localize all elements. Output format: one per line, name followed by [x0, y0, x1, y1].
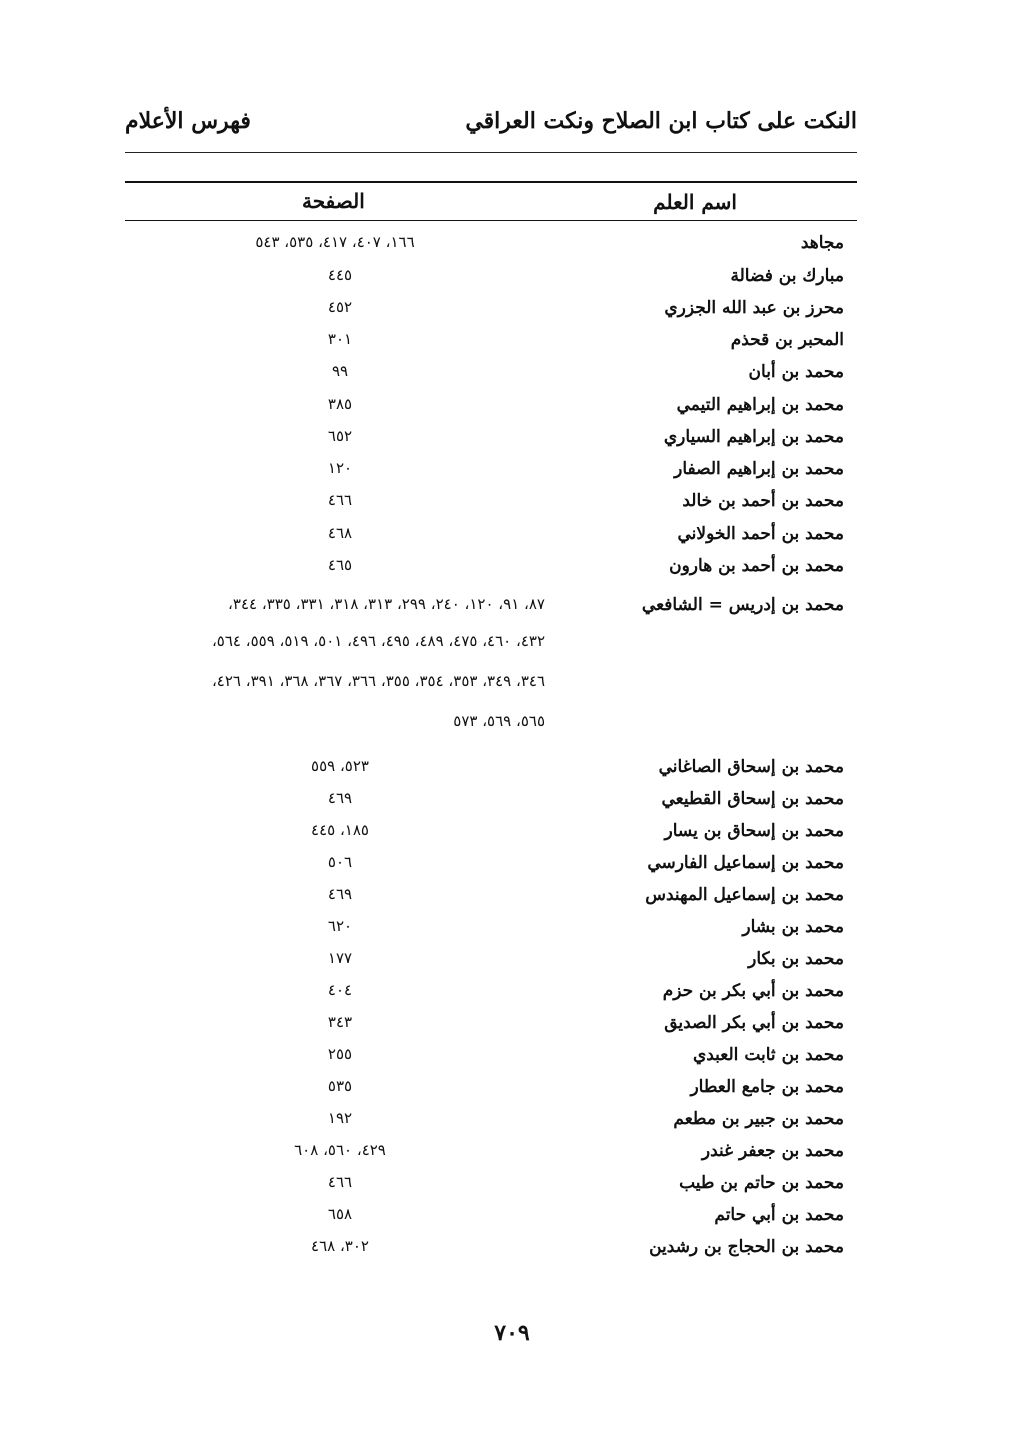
entry-name: محمد بن أبان	[748, 362, 844, 382]
entry-pages: ٤٦٩	[327, 789, 353, 807]
entry-name: محمد بن جامع العطار	[690, 1077, 844, 1097]
entry-pages: ٥٣٥	[327, 1077, 353, 1095]
entry-name: محمد بن إسحاق بن يسار	[664, 821, 844, 841]
entry-pages: ٦٥٨	[327, 1205, 353, 1223]
entry-name: محمد بن حاتم بن طيب	[679, 1173, 844, 1193]
entry-name: محمد بن إسماعيل المهندس	[645, 885, 844, 905]
entry-pages: ٥٠٦	[327, 853, 353, 871]
entry-pages-continued: ٣٤٦، ٣٤٩، ٣٥٣، ٣٥٤، ٣٥٥، ٣٦٦، ٣٦٧، ٣٦٨، ٣٩١، ٤٢٦،	[211, 672, 545, 690]
entry-pages: ٤٥٢	[327, 298, 353, 316]
entry-name: محمد بن بكار	[748, 949, 844, 969]
entry-name: محمد بن إبراهيم الصفار	[674, 459, 844, 479]
entry-name: مجاهد	[800, 233, 844, 253]
entry-pages: ٣٠٢، ٤٦٨	[311, 1237, 369, 1255]
entry-pages-continued: ٤٣٢، ٤٦٠، ٤٧٥، ٤٨٩، ٤٩٥، ٤٩٦، ٥٠١، ٥١٩، ٥٥٩، ٥٦٤،	[211, 632, 545, 650]
entry-name: محمد بن إسحاق القطيعي	[661, 789, 844, 809]
entry-pages: ١٦٦، ٤٠٧، ٤١٧، ٥٣٥، ٥٤٣	[255, 233, 415, 251]
entry-pages: ١٢٠	[327, 459, 353, 477]
entry-name: محمد بن إسحاق الصاغاني	[658, 757, 844, 777]
entry-pages: ٣٤٣	[327, 1013, 353, 1031]
book-title: النكت على كتاب ابن الصلاح ونكت العراقي	[465, 108, 857, 134]
entry-pages: ٤٦٩	[327, 885, 353, 903]
entry-name: محمد بن أبي حاتم	[714, 1205, 844, 1225]
entry-pages: ٤٦٦	[327, 491, 353, 509]
entry-pages: ٥٢٣، ٥٥٩	[311, 757, 369, 775]
section-title: فهرس الأعلام	[125, 108, 251, 134]
entry-name: محمد بن بشار	[742, 917, 844, 937]
page-number: ٧٠٩	[494, 1320, 530, 1346]
entry-pages: ١٨٥، ٤٤٥	[311, 821, 369, 839]
entry-pages: ٣٨٥	[327, 395, 353, 413]
entry-name: محمد بن إدريس = الشافعي	[641, 595, 844, 615]
entry-name: محمد بن أحمد بن هارون	[669, 556, 844, 576]
entry-pages: ٦٥٢	[327, 427, 353, 445]
entry-pages: ٤٦٥	[327, 556, 353, 574]
entry-name: محمد بن جبير بن مطعم	[673, 1109, 844, 1129]
entry-pages: ٤٢٩، ٥٦٠، ٦٠٨	[294, 1141, 386, 1159]
entry-name: محمد بن أحمد بن خالد	[682, 491, 844, 511]
entry-name: محمد بن ثابت العبدي	[692, 1045, 844, 1065]
entry-name: محمد بن إبراهيم التيمي	[676, 395, 844, 415]
entry-name: محمد بن إبراهيم السياري	[663, 427, 844, 447]
entry-name: محمد بن جعفر غندر	[701, 1141, 844, 1161]
entry-name: مبارك بن فضالة	[730, 266, 844, 286]
entry-pages-continued: ٥٦٥، ٥٦٩، ٥٧٣	[453, 712, 545, 730]
entry-pages: ٣٠١	[327, 330, 353, 348]
entry-pages: ١٩٢	[327, 1109, 353, 1127]
entry-name: محمد بن أحمد الخولاني	[677, 524, 844, 544]
entry-name: محرز بن عبد الله الجزري	[664, 298, 844, 318]
column-header-name: اسم العلم	[653, 190, 737, 214]
column-header-page: الصفحة	[302, 189, 365, 213]
entry-name: محمد بن إسماعيل الفارسي	[647, 853, 844, 873]
entry-name: محمد بن أبي بكر الصديق	[664, 1013, 844, 1033]
entry-pages: ٨٧، ٩١، ١٢٠، ٢٤٠، ٢٩٩، ٣١٣، ٣١٨، ٣٣١، ٣٣٥، ٣٤٤،	[228, 595, 545, 613]
entry-pages: ٤٦٨	[327, 524, 353, 542]
entry-pages: ٩٩	[331, 362, 349, 380]
entry-pages: ٤٠٤	[327, 981, 353, 999]
entry-pages: ٦٢٠	[327, 917, 353, 935]
entry-pages: ٢٥٥	[327, 1045, 353, 1063]
entry-pages: ٤٤٥	[327, 266, 353, 284]
entry-name: محمد بن الحجاج بن رشدين	[649, 1237, 844, 1257]
entry-pages: ١٧٧	[327, 949, 353, 967]
entry-name: المحبر بن قحذم	[730, 330, 844, 350]
entry-name: محمد بن أبي بكر بن حزم	[662, 981, 844, 1001]
entry-pages: ٤٦٦	[327, 1173, 353, 1191]
